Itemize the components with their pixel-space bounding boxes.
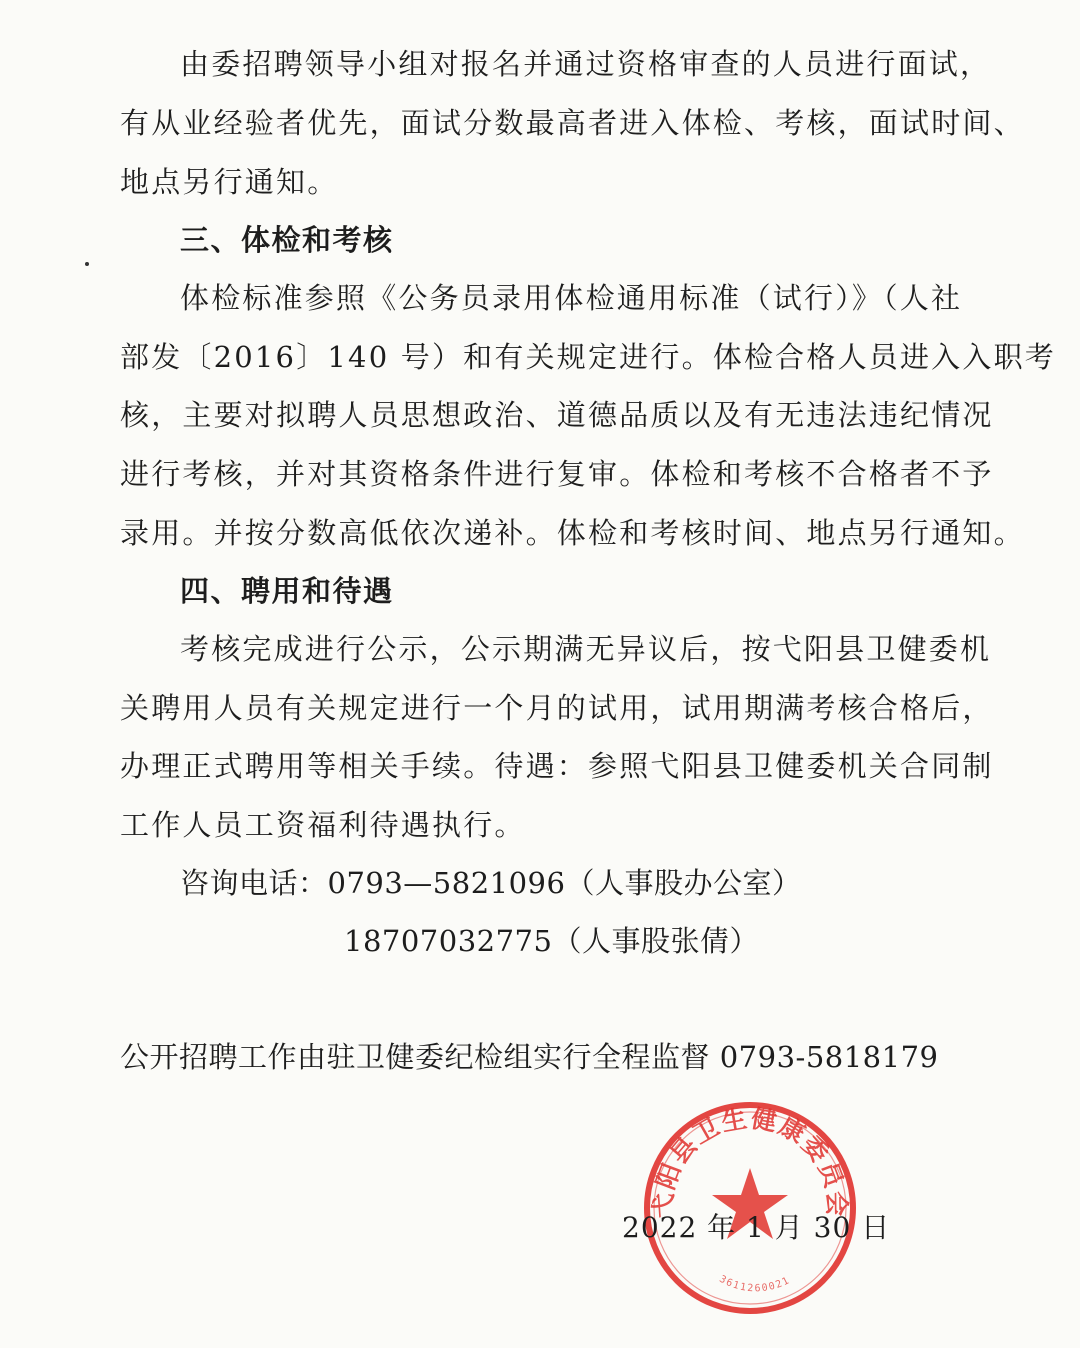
section-heading-4: 四、聘用和待遇 xyxy=(180,574,394,608)
seal-code: 3611260021 xyxy=(717,1273,793,1295)
contact-phone-person: 18707032775（人事股张倩） xyxy=(344,924,759,958)
paragraph-line: 办理正式聘用等相关手续。待遇：参照弋阳县卫健委机关合同制 xyxy=(120,749,994,783)
contact-phone-office: 咨询电话：0793—5821096（人事股办公室） xyxy=(180,866,802,900)
paragraph-line: 考核完成进行公示，公示期满无异议后，按弋阳县卫健委机 xyxy=(180,632,992,666)
supervision-notice: 公开招聘工作由驻卫健委纪检组实行全程监督 0793-5818179 xyxy=(120,1040,939,1074)
paragraph-line: 核，主要对拟聘人员思想政治、道德品质以及有无违法违纪情况 xyxy=(120,398,994,432)
issue-date: 2022 年 1 月 30 日 xyxy=(622,1211,891,1244)
paragraph-line: 工作人员工资福利待遇执行。 xyxy=(120,808,526,842)
paragraph-line: 有从业经验者优先，面试分数最高者进入体检、考核，面试时间、 xyxy=(120,106,1025,140)
stray-dot xyxy=(85,262,89,266)
svg-text:3611260021 xyxy=(717,1274,792,1295)
paragraph-line: 进行考核，并对其资格条件进行复审。体检和考核不合格者不予 xyxy=(120,457,994,491)
paragraph-line: 由委招聘领导小组对报名并通过资格审查的人员进行面试， xyxy=(180,47,992,81)
paragraph-line: 录用。并按分数高低依次递补。体检和考核时间、地点另行通知。 xyxy=(120,516,1025,550)
paragraph-line: 关聘用人员有关规定进行一个月的试用，试用期满考核合格后， xyxy=(120,691,994,725)
section-heading-3: 三、体检和考核 xyxy=(180,223,394,257)
paragraph-line: 部发〔2016〕140 号）和有关规定进行。体检合格人员进入入职考 xyxy=(120,340,1056,374)
seal-text: 弋阳县卫生健康委员会 xyxy=(648,1103,852,1219)
paragraph-line: 体检标准参照《公务员录用体检通用标准（试行）》（人社 xyxy=(180,281,963,315)
paragraph-line: 地点另行通知。 xyxy=(120,165,339,199)
